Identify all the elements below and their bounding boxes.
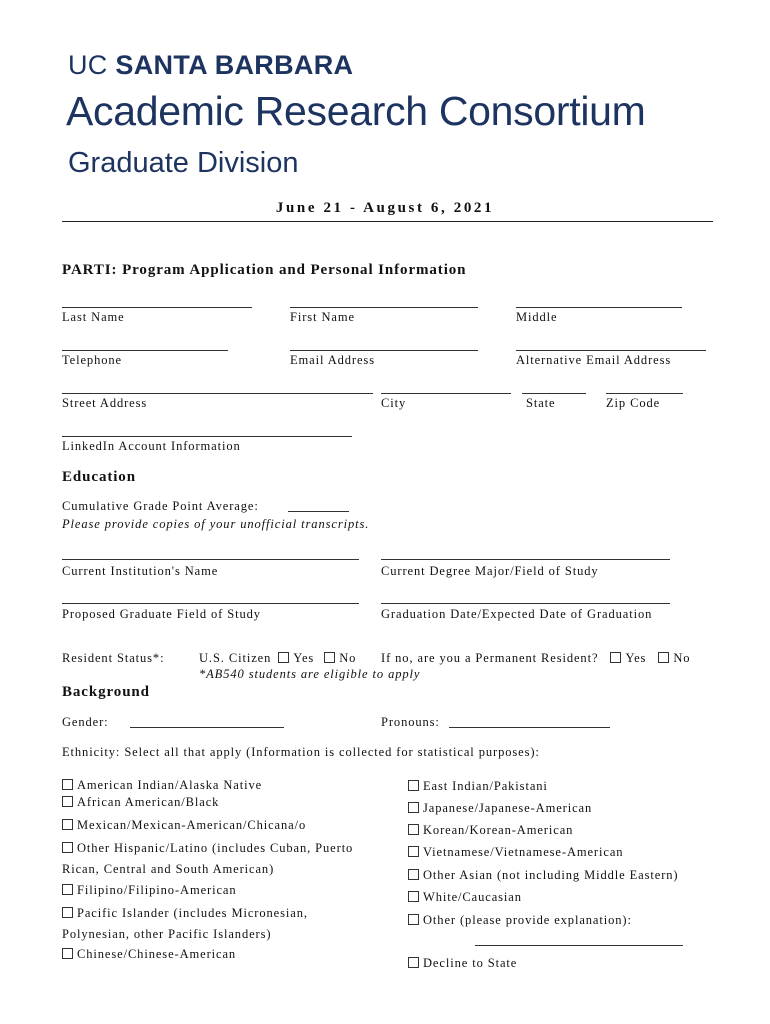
proposed-label: Proposed Graduate Field of Study [62,607,261,621]
ethnicity-option[interactable]: East Indian/Pakistani [408,779,548,794]
checkbox[interactable] [62,819,73,830]
program-dates: June 21 - August 6, 2021 [275,200,495,216]
transcripts-note: Please provide copies of your unofficial transcripts. [62,517,370,531]
institution-label: Current Institution's Name [62,564,219,578]
citizen-yes-checkbox[interactable] [278,652,289,663]
gpa-field[interactable] [288,511,349,512]
uc-santa-barbara-logo [68,50,353,81]
ethnicity-option[interactable]: Other Hispanic/Latino (includes Cuban, Puerto [62,841,353,856]
linkedin-field[interactable] [62,436,352,437]
ethnicity-option[interactable]: Filipino/Filipino-American [62,883,237,898]
background-heading: Background [62,684,150,700]
pronouns-field[interactable] [449,727,610,728]
ethnicity-option[interactable]: Korean/Korean-American [408,823,573,838]
gender-field[interactable] [130,727,284,728]
major-field[interactable] [381,559,670,560]
checkbox[interactable] [62,842,73,853]
ethnicity-option[interactable]: Decline to State [408,956,517,971]
telephone-label: Telephone [62,353,122,367]
header-divider [62,221,713,222]
part1-heading: PARTI: Program Application and Personal Information [62,262,467,278]
checkbox[interactable] [408,869,419,880]
checkbox[interactable] [408,780,419,791]
checkbox[interactable] [408,891,419,902]
pronouns-label: Pronouns: [381,715,440,729]
city-field[interactable] [381,393,511,394]
alt-email-label: Alternative Email Address [516,353,672,367]
first-name-label: First Name [290,310,355,324]
us-citizen-label: U.S. Citizen [199,651,272,665]
gpa-label: Cumulative Grade Point Average: [62,499,259,513]
checkbox[interactable] [408,802,419,813]
last-name-field[interactable] [62,307,252,308]
proposed-field[interactable] [62,603,359,604]
ethnicity-option-continued: Polynesian, other Pacific Islanders) [62,927,272,941]
checkbox[interactable] [62,948,73,959]
ethnicity-option[interactable]: Other (please provide explanation): [408,913,632,928]
email-label: Email Address [290,353,375,367]
state-field[interactable] [522,393,586,394]
gender-label: Gender: [62,715,109,729]
citizen-no-label: No [339,651,357,665]
checkbox[interactable] [408,846,419,857]
ethnicity-prompt: Ethnicity: Select all that apply (Information is collected for statistical purposes): [62,745,540,759]
zip-label: Zip Code [606,396,661,410]
ethnicity-option[interactable]: Pacific Islander (includes Micronesian, [62,906,308,921]
citizen-yes-label: Yes [293,651,315,665]
graduation-field[interactable] [381,603,670,604]
telephone-field[interactable] [62,350,228,351]
checkbox[interactable] [408,914,419,925]
permanent-yes-label: Yes [625,651,647,665]
zip-field[interactable] [606,393,683,394]
alt-email-field[interactable] [516,350,706,351]
permanent-no-checkbox[interactable] [658,652,669,663]
middle-name-field[interactable] [516,307,682,308]
email-field[interactable] [290,350,478,351]
graduation-label: Graduation Date/Expected Date of Graduation [381,607,653,621]
permanent-yes-checkbox[interactable] [610,652,621,663]
uc-prefix: UC [68,50,108,80]
last-name-label: Last Name [62,310,125,324]
ethnicity-option[interactable]: Japanese/Japanese-American [408,801,592,816]
checkbox[interactable] [62,884,73,895]
middle-name-label: Middle [516,310,558,324]
ethnicity-option[interactable]: Vietnamese/Vietnamese-American [408,845,623,860]
first-name-field[interactable] [290,307,478,308]
permanent-resident-question: If no, are you a Permanent Resident? [381,651,599,665]
ethnicity-option[interactable]: Chinese/Chinese-American [62,947,236,962]
ethnicity-option[interactable]: African American/Black [62,795,219,810]
street-label: Street Address [62,396,148,410]
permanent-resident-group [381,651,690,666]
us-citizen-group [199,651,356,666]
checkbox[interactable] [408,824,419,835]
ab540-note: *AB540 students are eligible to apply [199,667,421,681]
ethnicity-option[interactable]: Other Asian (not including Middle Eastern) [408,868,678,883]
checkbox[interactable] [62,907,73,918]
consortium-title: Academic Research Consortium [66,88,646,134]
street-field[interactable] [62,393,373,394]
uc-name: SANTA BARBARA [115,50,354,80]
linkedin-label: LinkedIn Account Information [62,439,241,453]
education-heading: Education [62,469,136,485]
city-label: City [381,396,407,410]
checkbox[interactable] [62,779,73,790]
citizen-no-checkbox[interactable] [324,652,335,663]
checkbox[interactable] [62,796,73,807]
other-explanation-field[interactable] [475,945,683,946]
ethnicity-option[interactable]: White/Caucasian [408,890,522,905]
checkbox[interactable] [408,957,419,968]
ethnicity-option[interactable]: American Indian/Alaska Native [62,778,262,793]
major-label: Current Degree Major/Field of Study [381,564,599,578]
division-title: Graduate Division [68,147,299,179]
state-label: State [526,396,556,410]
permanent-no-label: No [673,651,691,665]
ethnicity-option[interactable]: Mexican/Mexican-American/Chicana/o [62,818,306,833]
resident-status-label: Resident Status*: [62,651,165,665]
institution-field[interactable] [62,559,359,560]
ethnicity-option-continued: Rican, Central and South American) [62,862,275,876]
